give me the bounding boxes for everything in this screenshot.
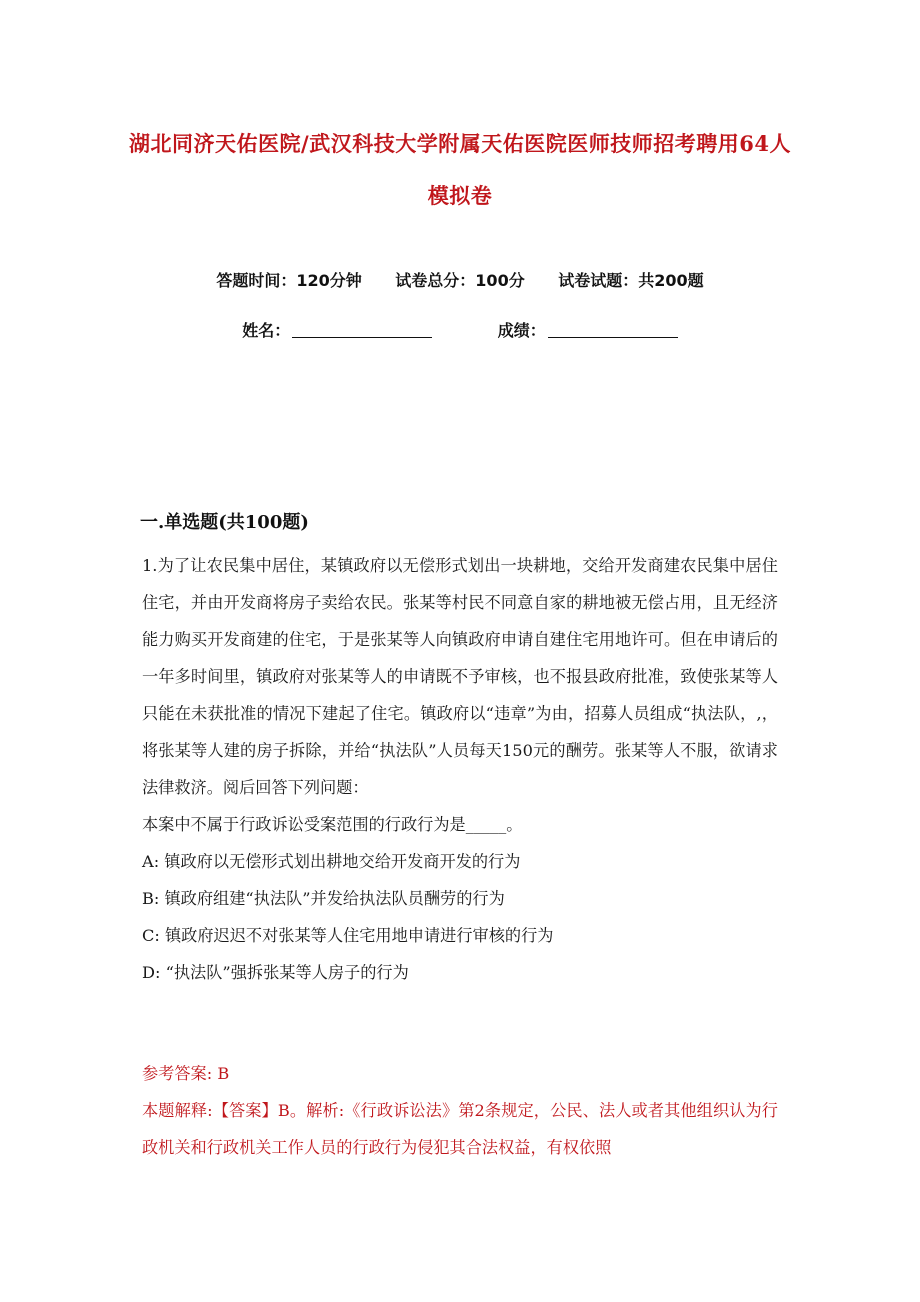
score-label: 成绩： [497,321,546,340]
reference-answer: 参考答案: B [142,1064,230,1083]
option-c: C: 镇政府迟迟不对张某等人住宅用地申请进行审核的行为 [142,926,554,945]
score-field [498,318,678,341]
exam-total-score: 试卷总分：100分 [395,271,525,290]
name-label: 姓名： [242,321,291,340]
exam-meta [0,268,920,291]
option-b: B: 镇政府组建“执法队”并发给执法队员酬劳的行为 [142,889,505,908]
answer-block [142,1055,778,1166]
option-a: A: 镇政府以无偿形式划出耕地交给开发商开发的行为 [142,852,521,871]
section-heading: 一.单选题(共100题) [140,512,309,533]
answer-explanation: 本题解释:【答案】B。解析:《行政诉讼法》第2条规定，公民、法人或者其他组织认为行政机关和行政机关工作人员的行政行为侵犯其合法权益，有权依照 [142,1101,778,1157]
option-d: D: “执法队”强拆张某等人房子的行为 [142,963,409,982]
score-blank-line [548,321,678,338]
question-prompt: 本案中不属于行政诉讼受案范围的行政行为是_____。 [142,815,523,834]
name-field [242,318,432,341]
question-1 [142,547,778,991]
candidate-fields [0,318,920,341]
document-title: 湖北同济天佑医院/武汉科技大学附属天佑医院医师技师招考聘用64人模拟卷 [129,131,791,208]
exam-time: 答题时间：120分钟 [216,271,362,290]
exam-total-questions: 试卷试题：共200题 [558,271,704,290]
question-stem: 1.为了让农民集中居住，某镇政府以无偿形式划出一块耕地，交给开发商建农民集中居住住宅，并由开发商将房子卖给农民。张某等村民不同意自家的耕地被无偿占用，且无经济能力购买开发商建的住宅，于是张某等人向镇政府申请自建住宅用地许可。但在申请后的一年多时间里，镇政府对张某等人的申请既不予审核，也不报县政府批准，致使张某等人只能在未获批准的情况下建起了住宅。镇政府以“违章”为由，招募人员组成“执法队，,，将张某等人建的房子拆除，并给“执法队”人员每天150元的酬劳。张某等人不服，欲请求法律救济。阅后回答下列问题： [142,556,778,797]
name-blank-line [292,321,432,338]
